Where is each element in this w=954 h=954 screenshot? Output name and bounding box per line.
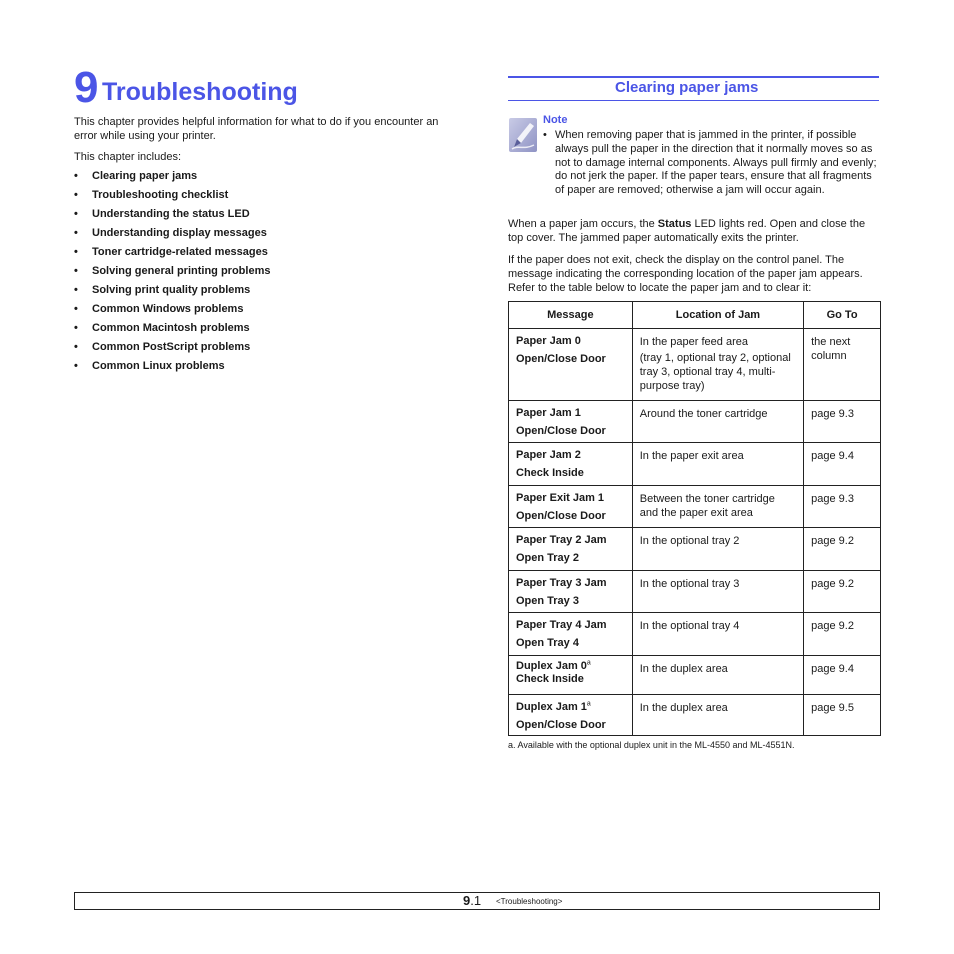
location-cell: In the optional tray 3 [632,571,803,613]
table-row [509,528,881,571]
goto-cell[interactable]: page 9.3 [804,486,881,528]
message-cell: Paper Jam 0 Open/Close Door [509,329,633,401]
message-cell: Paper Tray 4 Jam Open Tray 4 [509,613,633,656]
paragraph-paper-not-exit: If the paper does not exit, check the display on the control panel. The message indicating the corresponding location of the paper jam appears. Refer to the table below to locate the paper jam and to clear it: [508,254,863,294]
note-text: When removing paper that is jammed in the printer, if possible always pull the paper in the direction that it normally moves so as not to damage internal components. Always pull firmly and evenly; do not jerk the paper. If the paper tears, ensure that all fragments of paper are removed; otherwise a jam will occur again. [555,129,877,197]
location-cell: Around the toner cartridge [632,401,803,443]
goto-cell[interactable]: page 9.2 [804,613,881,656]
message-cell: Paper Tray 2 Jam Open Tray 2 [509,528,633,571]
paragraph-jam-occurs: When a paper jam occurs, the Status LED lights red. Open and close the top cover. The jammed paper automatically exits the printer. [508,218,866,244]
chapter-includes-label: This chapter includes: [74,151,181,163]
toc-link[interactable]: Toner cartridge-related messages [92,246,268,258]
toc-link[interactable]: Solving general printing problems [92,265,271,277]
location-cell: In the optional tray 2 [632,528,803,571]
toc-link[interactable]: Common Windows problems [92,303,244,315]
section-heading [508,76,879,101]
column-header-location: Location of Jam [632,302,803,329]
footer-section-name: <Troubleshooting> [496,897,563,906]
note-label: Note [543,114,568,126]
goto-cell[interactable]: page 9.4 [804,443,881,486]
table-row [509,401,881,443]
toc-link[interactable]: Clearing paper jams [92,170,198,182]
location-cell: In the optional tray 4 [632,613,803,656]
table-row [509,571,881,613]
location-cell: In the duplex area [632,656,803,695]
toc-link[interactable]: Common Linux problems [92,360,225,372]
location-cell: In the paper feed area (tray 1, optional tray 2, optional tray 3, optional tray 4, multi-purpose tray) [632,329,803,401]
goto-cell: the next column [804,329,881,401]
goto-cell[interactable]: page 9.3 [804,401,881,443]
message-cell: Paper Jam 1 Open/Close Door [509,401,633,443]
page-footer [74,892,880,910]
goto-cell[interactable]: page 9.4 [804,656,881,695]
location-cell: Between the toner cartridge and the paper exit area [632,486,803,528]
table-row [509,613,881,656]
message-cell: Paper Exit Jam 1 Open/Close Door [509,486,633,528]
location-cell: In the duplex area [632,695,803,736]
message-cell: Duplex Jam 1$^a$ Open/Close Door [509,695,633,736]
paper-jam-table [508,301,881,736]
status-led-term: Status [657,218,692,230]
toc-link[interactable]: Understanding display messages [92,227,267,239]
table-row [509,443,881,486]
goto-cell[interactable]: page 9.5 [804,695,881,736]
message-cell: Paper Jam 2 Check Inside [509,443,633,486]
table-row [509,486,881,528]
chapter-title: Troubleshooting [102,78,298,106]
message-cell: Duplex Jam 0$^a$ Check Inside [509,656,633,695]
message-cell: Paper Tray 3 Jam Open Tray 3 [509,571,633,613]
note-bullet: • [543,129,547,141]
toc-link[interactable]: Understanding the status LED [92,208,250,220]
goto-cell[interactable]: page 9.2 [804,571,881,613]
column-header-message: Message [509,302,633,329]
section-title: Clearing paper jams [615,79,759,96]
footnote-marker: a [586,700,591,708]
table-footnote: a. Available with the optional duplex unit in the ML-4550 and ML-4551N. [508,740,795,750]
table-row [509,329,881,401]
note-pencil-icon [508,117,538,153]
goto-cell[interactable]: page 9.2 [804,528,881,571]
table-row [509,656,881,695]
chapter-intro: This chapter provides helpful information for what to do if you encounter an error while using your printer. [74,116,439,142]
table-header-row [509,302,881,329]
toc-link[interactable]: Troubleshooting checklist [92,189,229,201]
toc-link[interactable]: Common Macintosh problems [92,322,250,334]
toc-link[interactable]: Common PostScript problems [92,341,251,353]
toc-link[interactable]: Solving print quality problems [92,284,251,296]
table-row [509,695,881,736]
column-header-goto: Go To [804,302,881,329]
location-cell: In the paper exit area [632,443,803,486]
footnote-marker: a [586,659,591,667]
page-number: 9.1 [463,893,482,908]
chapter-number: 9 [74,63,99,112]
